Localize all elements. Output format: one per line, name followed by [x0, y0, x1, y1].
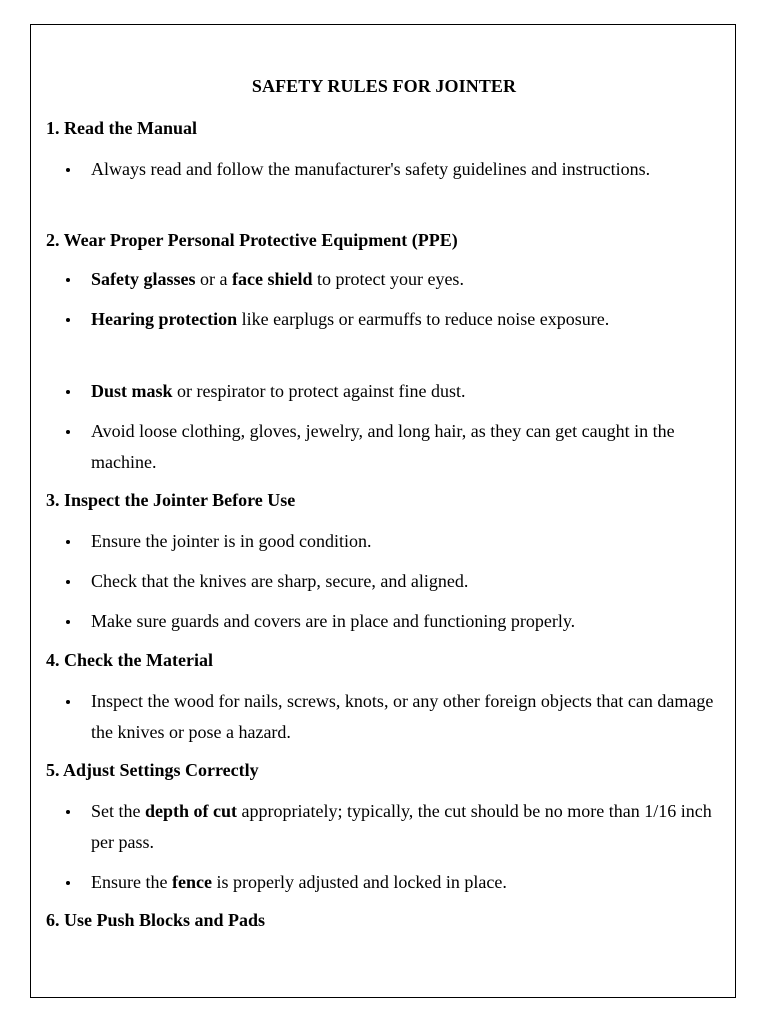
text-run: Ensure the	[91, 872, 172, 892]
text-run: Make sure guards and covers are in place and functioning properly.	[91, 611, 576, 631]
bullet-text	[91, 376, 731, 407]
bold-term: fence	[171, 872, 212, 892]
bullet-dot-icon	[66, 430, 70, 434]
text-run: or respirator to protect against fine dust.	[172, 381, 466, 401]
bullet-dot-icon	[66, 620, 70, 624]
bullet-dot-icon	[66, 580, 70, 584]
bold-term: face shield	[231, 269, 313, 289]
bullet-dot-icon	[66, 278, 70, 282]
bullet-dot-icon	[66, 540, 70, 544]
bullet-text	[91, 526, 731, 557]
document-title: SAFETY RULES FOR JOINTER	[251, 76, 517, 96]
section-heading: 4. Check the Material	[46, 650, 213, 670]
bullet-text	[91, 154, 731, 185]
bold-term: Hearing protection	[91, 309, 238, 329]
bullet-dot-icon	[66, 700, 70, 704]
text-run: Set the	[91, 801, 145, 821]
bullet-text	[91, 304, 731, 335]
text-run: or a	[195, 269, 232, 289]
bold-term: Dust mask	[91, 381, 173, 401]
section-heading: 5. Adjust Settings Correctly	[46, 760, 259, 780]
bullet-text	[91, 264, 731, 295]
text-run: to protect your eyes.	[312, 269, 464, 289]
text-run: Avoid loose clothing, gloves, jewelry, and long hair, as they can get caught in the machine.	[91, 421, 675, 472]
bullet-text	[91, 796, 731, 858]
section-heading: 2. Wear Proper Personal Protective Equipment (PPE)	[46, 230, 458, 250]
bullet-text	[91, 416, 731, 478]
bold-term: depth of cut	[145, 801, 238, 821]
section-heading: 6. Use Push Blocks and Pads	[46, 910, 266, 930]
section-heading: 1. Read the Manual	[46, 118, 198, 138]
text-run: like earplugs or earmuffs to reduce noise exposure.	[237, 309, 610, 329]
text-run: appropriately; typically, the cut should be no more than 1/16 inch per pass.	[91, 801, 712, 852]
text-run: Check that the knives are sharp, secure, and aligned.	[91, 571, 469, 591]
text-run: Always read and follow the manufacturer's safety guidelines and instructions.	[91, 159, 651, 179]
bullet-dot-icon	[66, 810, 70, 814]
bullet-dot-icon	[66, 318, 70, 322]
bullet-dot-icon	[66, 390, 70, 394]
bullet-text	[91, 566, 731, 597]
section-heading: 3. Inspect the Jointer Before Use	[46, 490, 296, 510]
bullet-text	[91, 686, 731, 748]
bullet-dot-icon	[66, 168, 70, 172]
text-run: Inspect the wood for nails, screws, knots, or any other foreign objects that can damage the knives or pose a hazard.	[91, 691, 714, 742]
text-run: Ensure the jointer is in good condition.	[91, 531, 372, 551]
bullet-dot-icon	[66, 881, 70, 885]
bold-term: Safety glasses	[91, 269, 196, 289]
bullet-text	[91, 606, 731, 637]
bullet-text	[91, 867, 731, 898]
text-run: is properly adjusted and locked in place.	[211, 872, 507, 892]
